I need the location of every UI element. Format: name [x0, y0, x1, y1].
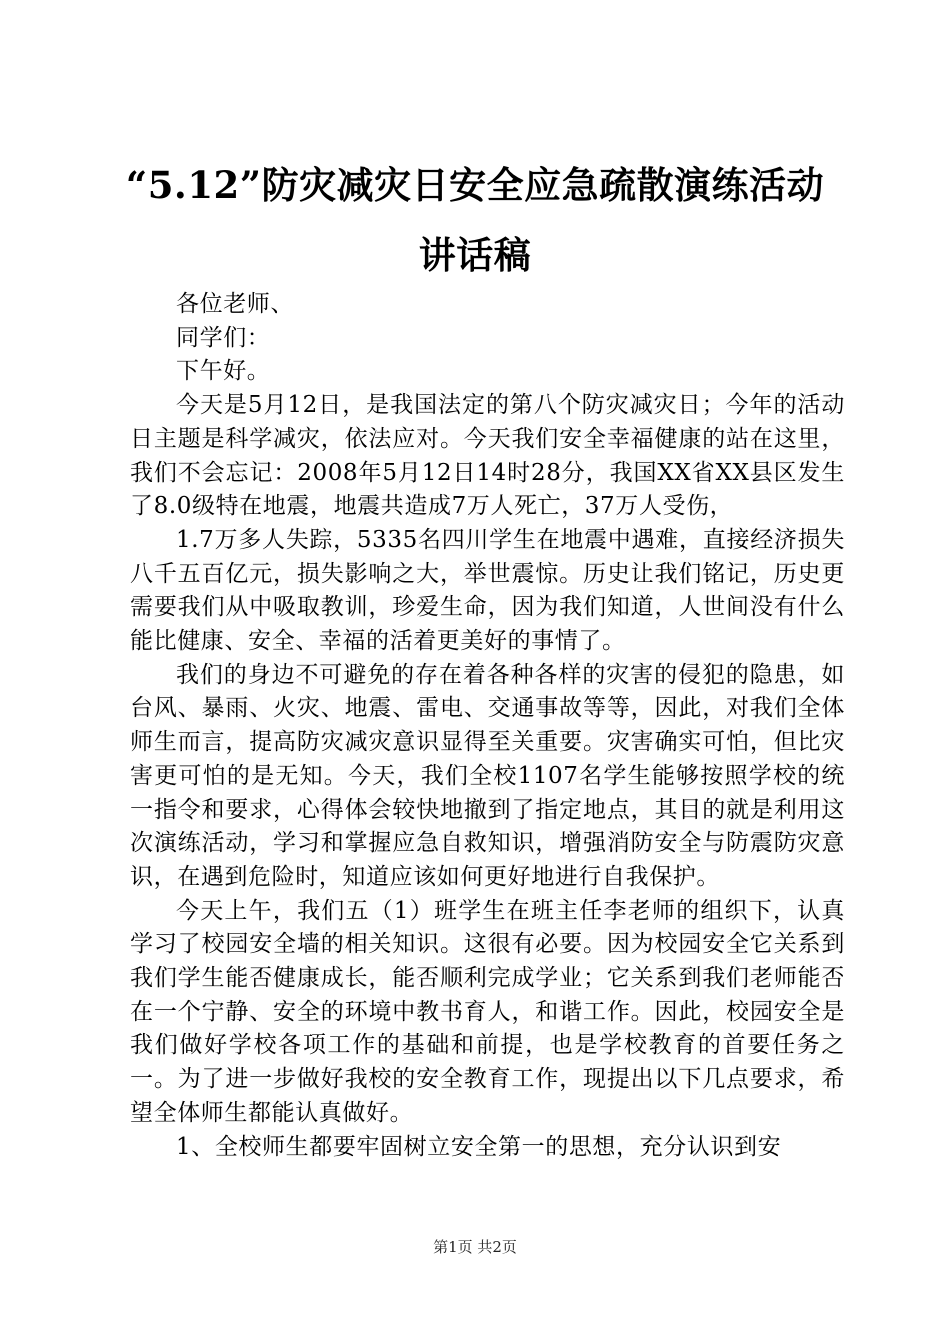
document-body — [130, 288, 845, 1164]
paragraph: 同学们： — [176, 324, 271, 351]
paragraph: 今天是5月12日，是我国法定的第八个防灾减灾日；今年的活动日主题是科学减灾，依法应对。今天我们安全幸福健康的站在这里，我们不会忘记：2008年5月12日14时28分，我国XX省XX县区发生了8.0级特在地震，地震共造成7万人死亡，37万人受伤， — [130, 392, 845, 520]
paragraph: 1、全校师生都要牢固树立安全第一的思想，充分认识到安 — [176, 1133, 782, 1160]
paragraph: 1.7万多人失踪，5335名四川学生在地震中遇难，直接经济损失八千五百亿元，损失影响之大，举世震惊。历史让我们铭记，历史更需要我们从中吸取教训，珍爱生命，因为我们知道，人世间没有什么能比健康、安全、幸福的活着更美好的事情了。 — [130, 526, 845, 655]
paragraph: 今天上午，我们五（1）班学生在班主任李老师的组织下，认真学习了校园安全墙的相关知识。这很有必要。因为校园安全它关系到我们学生能否健康成长，能否顺利完成学业；它关系到我们老师能否在一个宁静、安全的环境中教书育人，和谐工作。因此，校园安全是我们做好学校各项工作的基础和前提，也是学校教育的首要任务之一。为了进一步做好我校的安全教育工作，现提出以下几点要求，希望全体师生都能认真做好。 — [130, 897, 845, 1126]
paragraph: 各位老师、 — [176, 291, 294, 317]
paragraph: 下午好。 — [176, 358, 271, 385]
document-title: “5.12”防灾减灾日安全应急疏散演练活动讲话稿 — [125, 163, 825, 277]
paragraph: 我们的身边不可避免的存在着各种各样的灾害的侵犯的隐患，如台风、暴雨、火灾、地震、雷电、交通事故等等，因此，对我们全体师生而言，提高防灾减灾意识显得至关重要。灾害确实可怕，但比灾害更可怕的是无知。今天，我们全校1107名学生能够按照学校的统一指令和要求，心得体会较快地撤到了指定地点，其目的就是利用这次演练活动，学习和掌握应急自救知识，增强消防安全与防震防灾意识，在遇到危险时，知道应该如何更好地进行自我保护。 — [130, 661, 845, 890]
page-footer: 第1页 共2页 — [433, 1238, 517, 1256]
